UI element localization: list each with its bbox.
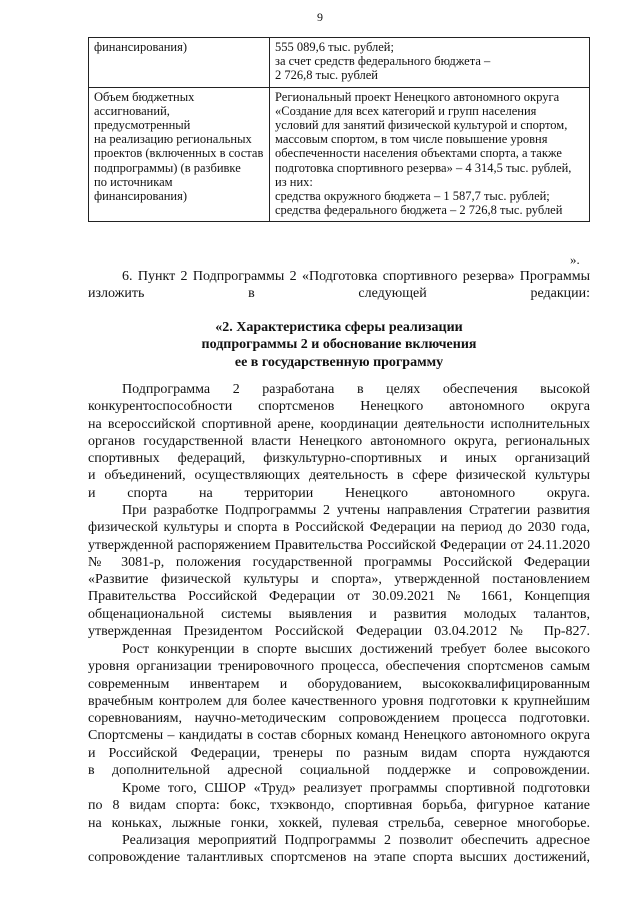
text-line: Правительства Российской Федерации от 30.09.2021 № 1661, Концепция (88, 589, 590, 605)
text-line: условий для занятий физической культурой и спортом, (275, 118, 568, 133)
text-line: утвержденной распоряжением Правительства Российской Федерации от 24.11.2020 (88, 537, 590, 553)
text-line: Рост конкуренции в спорте высших достижений требует более высокого (122, 642, 590, 657)
text-line: финансирования) (94, 40, 188, 54)
text-line: «Создание для всех категорий и групп населения (275, 103, 537, 118)
text-line: подпрограммы) (в разбивке (94, 160, 241, 175)
table-cell-value (270, 87, 590, 222)
text-line: средства окружного бюджета – 1 587,7 тыс. рублей; (275, 189, 550, 204)
text-line: сопровождение талантливых спортсменов на этапе спорта высших достижений, (88, 850, 590, 866)
text-line: уровня организации тренировочного процесса, обеспечения спортсменов самым (88, 659, 590, 675)
text-line: за счет средств федерального бюджета – (275, 54, 491, 69)
text-line: проектов (включенных в состав (94, 146, 264, 161)
paragraph-competition (88, 641, 590, 779)
text-line: массовым спортом, в том числе повышение уровня (275, 132, 548, 147)
text-line: в дополнительной адресной социальной поддержке и сопровождении. (88, 763, 590, 779)
text-line: утвержденная Президентом Российской Федерации 03.04.2012 № Пр-827. (88, 624, 590, 640)
heading-line: «2. Характеристика сферы реализации (215, 320, 463, 335)
text-line: конкурентоспособности спортсменов Ненецкого автономного округа (88, 399, 590, 415)
heading-line: подпрограммы 2 и обоснование включения (201, 337, 477, 353)
page-number: 9 (317, 10, 323, 24)
text-line: по 8 видам спорта: бокс, тхэквондо, спортивная борьба, фигурное катание (88, 798, 590, 814)
text-line: физической культуры и спорта в Российской Федерации на период до 2030 года, (88, 520, 590, 536)
table-closing-quote: ». (570, 252, 580, 267)
text-line: Кроме того, СШОР «Труд» реализует программы спортивной подготовки (122, 781, 590, 796)
table-cell-value (270, 38, 590, 88)
table-cell-label (89, 38, 270, 88)
text-line: на коньках, лыжные гонки, хоккей, пулевая стрельба, северное многоборье. (88, 815, 590, 831)
text-line: соревнованиям, научно-методическим сопровождением процесса подготовки. (88, 711, 590, 727)
table-row (89, 87, 590, 222)
text-line: Подпрограмма 2 разработана в целях обеспечения высокой (122, 382, 590, 397)
text-line: средства федерального бюджета – 2 726,8 тыс. рублей (275, 203, 563, 218)
text-line: 2 726,8 тыс. рублей (275, 68, 378, 83)
paragraph-strategy (88, 502, 590, 640)
text-line: Реализация мероприятий Подпрограммы 2 позволит обеспечить адресное (122, 833, 590, 848)
text-line: Региональный проект Ненецкого автономного округа (275, 89, 560, 104)
text-line: органов государственной власти Ненецкого автономного округа, региональных (88, 433, 590, 449)
text-line: общенациональной системы выявления и развития молодых талантов, (88, 606, 590, 622)
text-line: по источникам (94, 174, 173, 189)
text-line: спортивных федераций, физкультурно-спортивных и иных организаций (88, 451, 590, 467)
text-line: и спорта на территории Ненецкого автономного округа. (88, 485, 590, 501)
text-line: и объединений, осуществляющих деятельность в сфере физической культуры (88, 468, 590, 484)
text-line: врачебным контролем для более качественного уровня подготовки к крупнейшим (88, 693, 590, 709)
text-line: «Развитие физической культуры и спорта», утвержденной постановлением (88, 572, 590, 588)
text-line: подготовка спортивного резерва» – 4 314,5 тыс. рублей, (275, 160, 572, 175)
text-line: При разработке Подпрограммы 2 учтены направления Стратегии развития (122, 503, 590, 518)
text-line: Объем бюджетных (94, 89, 195, 104)
text-line: современным инвентарем и оборудованием, высококвалифицированным (88, 676, 590, 692)
table-row (89, 38, 590, 88)
text-line: на всероссийской спортивной арене, координации деятельности исполнительных (88, 416, 590, 432)
text-line: изложить в следующей редакции: (88, 286, 590, 302)
paragraph-sport-school (88, 780, 590, 832)
paragraph-purpose (88, 381, 590, 502)
text-line: ассигнований, (94, 103, 170, 118)
text-line: 6. Пункт 2 Подпрограммы 2 «Подготовка спортивного резерва» Программы (122, 269, 590, 284)
text-line: на реализацию региональных (94, 132, 252, 147)
text-line: обеспеченности населения объектами спорта, а также (275, 146, 562, 161)
text-line: предусмотренный (94, 118, 191, 133)
paragraph-implementation (88, 832, 590, 867)
table-cell-label (89, 87, 270, 222)
heading-line: ее в государственную программу (234, 354, 444, 370)
text-line: Спортсмены – кандидаты в состав сборных команд Ненецкого автономного округа (88, 728, 590, 744)
section-heading (88, 319, 590, 371)
text-line: финансирования) (94, 189, 188, 204)
financing-table (88, 37, 590, 222)
text-line: № 3081-р, положения государственной программы Российской Федерации (88, 554, 590, 570)
text-line: 555 089,6 тыс. рублей; (275, 40, 394, 54)
text-line: из них: (275, 174, 313, 189)
item-6-paragraph (88, 268, 590, 303)
text-line: и Российской Федерации, тренеры по разным видам спорта нуждаются (88, 745, 590, 761)
